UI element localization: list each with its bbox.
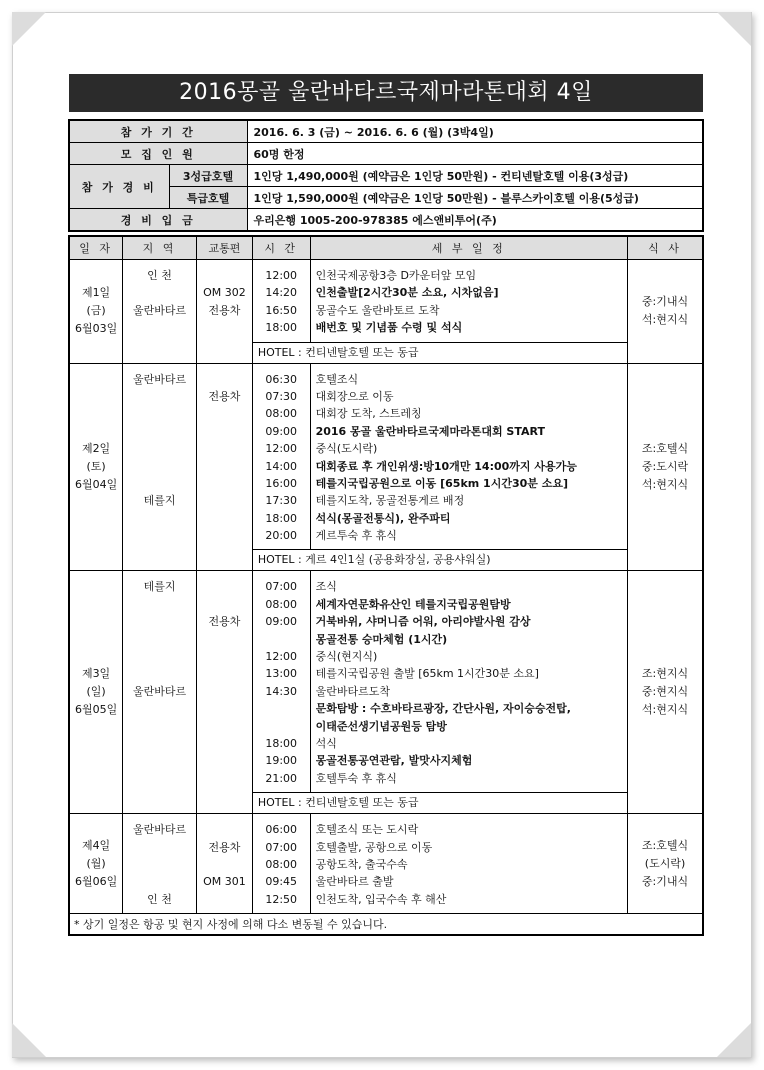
detail-line: 대회종료 후 개인위생:방10개만 14:00까지 사용가능 — [315, 459, 577, 473]
region-line: 울란바타르 — [132, 823, 187, 837]
transport-line: 전용차 — [208, 615, 241, 629]
time-cell — [252, 571, 310, 793]
corner-fold-bottom-right — [717, 1023, 751, 1057]
corner-fold-top-left — [12, 12, 46, 46]
time-line: 06:30 — [265, 372, 298, 386]
detail-line: 문화탐방 : 수흐바타르광장, 간단사원, 자이승승전탑, — [315, 702, 571, 716]
meal-line: 중:기내식 — [641, 874, 689, 888]
detail-line: 배번호 및 기념품 수령 및 석식 — [315, 321, 463, 335]
day-label-line: 6월03일 — [74, 322, 118, 336]
day-label-line: 6월06일 — [74, 874, 118, 888]
day-row — [69, 260, 703, 343]
region-line: 테를지 — [143, 494, 176, 508]
meal-cell — [628, 363, 703, 571]
time-line: 18:00 — [265, 511, 298, 525]
detail-line: 조식 — [315, 580, 337, 594]
meal-line: 조:호텔식 — [641, 838, 689, 852]
hotel5-value: 1인당 1,590,000원 (예약금은 1인당 50만원) - 블루스카이호텔 이용(5성급) — [247, 187, 703, 209]
day-label-line: (토) — [86, 460, 106, 474]
transport-cell — [196, 363, 252, 571]
region-line: 테를지 — [143, 580, 176, 594]
day-row — [69, 571, 703, 793]
time-line: 14:20 — [265, 286, 298, 300]
time-line: 08:00 — [265, 597, 298, 611]
transport-line — [197, 578, 252, 595]
day-label-line: 제1일 — [81, 286, 111, 300]
detail-line: 몽골전통 승마체험 (1시간) — [315, 632, 448, 646]
recruit-label: 모 집 인 원 — [69, 143, 247, 165]
transport-line — [197, 596, 252, 613]
detail-list — [316, 571, 627, 792]
day-label-line: 제2일 — [81, 442, 111, 456]
time-line: 16:50 — [265, 303, 298, 317]
corner-fold-top-right — [717, 12, 751, 46]
detail-line: 공항도착, 출국수속 — [315, 857, 408, 871]
meal-line: 석:현지식 — [641, 703, 689, 717]
time-line: 16:00 — [265, 476, 298, 490]
detail-line: 호텔조식 또는 도시락 — [315, 823, 419, 837]
meal-line: 조:호텔식 — [641, 442, 689, 456]
detail-line: 호텔투숙 후 휴식 — [315, 771, 397, 785]
info-row-recruit — [69, 143, 703, 165]
detail-line: 울란바타르 출발 — [315, 875, 394, 889]
region-line — [123, 475, 196, 492]
day-label — [69, 363, 123, 571]
detail-line: 대회장 도착, 스트레칭 — [315, 407, 422, 421]
detail-line: 거북바위, 샤머니즘 어워, 아리야발사원 감상 — [315, 615, 531, 629]
day-label — [69, 260, 123, 364]
transport-cell — [196, 814, 252, 914]
hotel-cell: HOTEL : 컨티넨탈호텔 또는 동급 — [252, 342, 627, 363]
hotel-cell: HOTEL : 게르 4인1실 (공용화장실, 공용샤워실) — [252, 550, 627, 571]
time-list — [253, 364, 310, 550]
time-line: 06:00 — [265, 823, 298, 837]
meal-line: 석:현지식 — [641, 478, 689, 492]
region-line: 울란바타르 — [132, 303, 187, 317]
time-line: 09:00 — [265, 615, 298, 629]
header-detail: 세 부 일 정 — [310, 236, 627, 260]
transport-list — [197, 260, 252, 324]
region-line — [123, 423, 196, 440]
day-label — [69, 571, 123, 814]
header-time: 시 간 — [252, 236, 310, 260]
corner-fold-bottom-left — [12, 1023, 46, 1057]
detail-line: 테를지국립공원으로 이동 [65km 1시간30분 소요] — [315, 476, 568, 490]
meal-line: (도시락) — [644, 856, 686, 870]
time-list — [253, 260, 310, 342]
region-line — [123, 284, 196, 301]
detail-cell — [310, 571, 627, 793]
detail-line: 호텔조식 — [315, 372, 359, 386]
hotel5-label: 특급호텔 — [169, 187, 247, 209]
time-line: 07:30 — [265, 389, 298, 403]
detail-line: 2016 몽골 울란바타르국제마라톤대회 START — [315, 424, 545, 438]
region-line: 울란바타르 — [132, 684, 187, 698]
detail-line: 이태준선생기념공원등 탐방 — [315, 719, 447, 733]
transport-line — [197, 371, 252, 388]
detail-line: 석식 — [315, 736, 337, 750]
meal-line: 석:현지식 — [641, 313, 689, 327]
page-title: 2016몽골 울란바타르국제마라톤대회 4일 — [69, 74, 703, 112]
time-line: 12:00 — [265, 269, 298, 282]
region-list — [123, 260, 196, 324]
region-line — [123, 631, 196, 648]
region-line — [123, 839, 196, 856]
transport-line — [197, 856, 252, 873]
region-line — [123, 458, 196, 475]
meal-cell — [628, 571, 703, 814]
region-line: 인 천 — [147, 892, 172, 906]
time-cell — [252, 363, 310, 550]
region-line — [123, 613, 196, 630]
transport-line: 전용차 — [208, 840, 241, 854]
time-line: 08:00 — [265, 857, 298, 871]
day-label — [69, 814, 123, 914]
time-list — [253, 814, 310, 913]
schedule-table — [68, 235, 704, 936]
detail-list — [316, 364, 627, 550]
meal-cell — [628, 260, 703, 364]
day-label-line: 제3일 — [81, 667, 111, 681]
header-transport: 교통편 — [196, 236, 252, 260]
detail-line: 호텔출발, 공항으로 이동 — [315, 840, 433, 854]
meal-line: 조:현지식 — [641, 667, 689, 681]
detail-line: 테를지도착, 몽골전통게르 배정 — [315, 494, 465, 508]
transport-line: 전용차 — [208, 389, 241, 403]
time-list — [253, 571, 310, 792]
time-line: 17:30 — [265, 494, 298, 508]
day-label-line: (월) — [86, 856, 106, 870]
day-row — [69, 814, 703, 914]
region-line — [123, 388, 196, 405]
meal-line: 중:도시락 — [641, 460, 689, 474]
period-label: 참 가 기 간 — [69, 120, 247, 143]
detail-line: 석식(몽골전통식), 완주파티 — [315, 511, 451, 525]
info-table — [68, 119, 704, 232]
detail-line: 세계자연문화유산인 테를지국립공원탐방 — [315, 597, 511, 611]
day-label-line: (금) — [86, 304, 106, 318]
hotel3-value: 1인당 1,490,000원 (예약금은 1인당 50만원) - 컨티넨탈호텔 이용(3성급) — [247, 165, 703, 187]
detail-line: 인천국제공항3층 D카운터앞 모임 — [315, 269, 477, 282]
detail-line: 중식(도시락) — [315, 442, 378, 456]
time-line: 13:00 — [265, 667, 298, 681]
time-line: 14:30 — [265, 684, 298, 698]
time-line: 12:50 — [265, 892, 298, 906]
time-line: 18:00 — [265, 736, 298, 750]
detail-line: 몽골수도 울란바토르 도착 — [315, 303, 440, 317]
region-list — [123, 571, 196, 705]
time-line: 07:00 — [265, 580, 298, 594]
region-cell — [123, 260, 197, 364]
time-line — [253, 718, 310, 735]
region-line — [123, 873, 196, 890]
info-row-hotel3 — [69, 165, 703, 187]
info-row-period — [69, 120, 703, 143]
recruit-value: 60명 한정 — [247, 143, 703, 165]
region-list — [123, 364, 196, 515]
hotel-cell: HOTEL : 컨티넨탈호텔 또는 동급 — [252, 793, 627, 814]
hotel3-label: 3성급호텔 — [169, 165, 247, 187]
footnote: * 상기 일정은 항공 및 현지 사정에 의해 다소 변동될 수 있습니다. — [69, 914, 703, 936]
region-line — [123, 856, 196, 873]
detail-cell — [310, 363, 627, 550]
region-line: 울란바타르 — [132, 372, 187, 386]
transport-line: OM 301 — [203, 875, 246, 889]
region-cell — [123, 571, 197, 814]
region-list — [123, 814, 196, 913]
footnote-row — [69, 914, 703, 936]
transport-cell — [196, 260, 252, 364]
time-line: 08:00 — [265, 407, 298, 421]
meal-line: 중:기내식 — [641, 295, 689, 309]
detail-list — [316, 814, 627, 913]
region-line — [123, 665, 196, 682]
region-line — [123, 405, 196, 422]
transport-line — [197, 267, 252, 284]
account-label: 경 비 입 금 — [69, 209, 247, 232]
account-value: 우리은행 1005-200-978385 에스앤비투어(주) — [247, 209, 703, 232]
time-line: 09:00 — [265, 424, 298, 438]
time-line: 20:00 — [265, 529, 298, 543]
day-label-line: 제4일 — [81, 838, 111, 852]
region-line — [123, 440, 196, 457]
time-line: 18:00 — [265, 321, 298, 335]
schedule-header-row — [69, 236, 703, 260]
day-label-line: 6월04일 — [74, 478, 118, 492]
detail-cell — [310, 260, 627, 343]
transport-cell — [196, 571, 252, 814]
detail-line: 테를지국립공원 출발 [65km 1시간30분 소요] — [315, 667, 539, 681]
region-line — [123, 596, 196, 613]
transport-line: 전용차 — [208, 303, 241, 317]
detail-cell — [310, 814, 627, 914]
time-line: 09:45 — [265, 875, 298, 889]
region-cell — [123, 814, 197, 914]
period-value: 2016. 6. 3 (금) ~ 2016. 6. 6 (월) (3박4일) — [247, 120, 703, 143]
time-line — [253, 631, 310, 648]
info-row-account — [69, 209, 703, 232]
detail-line: 중식(현지식) — [315, 650, 378, 664]
cost-label: 참 가 경 비 — [69, 165, 169, 209]
time-line — [253, 700, 310, 717]
time-line: 21:00 — [265, 771, 298, 785]
detail-line: 울란바타르도착 — [315, 684, 390, 698]
time-line: 12:00 — [265, 650, 298, 664]
header-meal: 식 사 — [628, 236, 703, 260]
time-line: 14:00 — [265, 459, 298, 473]
detail-line: 인천도착, 입국수속 후 해산 — [315, 892, 447, 906]
day-row — [69, 363, 703, 550]
time-line: 12:00 — [265, 442, 298, 456]
day-label-line: (일) — [86, 685, 106, 699]
header-day: 일 자 — [69, 236, 123, 260]
time-line: 19:00 — [265, 754, 298, 768]
region-line: 인 천 — [147, 269, 172, 282]
transport-list — [197, 814, 252, 896]
transport-line — [197, 821, 252, 838]
detail-line: 인천출발[2시간30분 소요, 시차없음] — [315, 286, 499, 300]
region-line — [123, 648, 196, 665]
detail-line: 게르투숙 후 휴식 — [315, 529, 397, 543]
region-cell — [123, 363, 197, 571]
schedule-body — [69, 260, 703, 914]
transport-line: OM 302 — [203, 286, 246, 300]
detail-line: 몽골전통공연관람, 발맛사지체험 — [315, 754, 473, 768]
transport-list — [197, 571, 252, 635]
meal-cell — [628, 814, 703, 914]
time-line: 07:00 — [265, 840, 298, 854]
transport-list — [197, 364, 252, 411]
day-label-line: 6월05일 — [74, 703, 118, 717]
time-cell — [252, 814, 310, 914]
detail-line: 대회장으로 이동 — [315, 389, 394, 403]
detail-list — [316, 260, 627, 342]
time-cell — [252, 260, 310, 343]
meal-line: 중:현지식 — [641, 685, 689, 699]
header-region: 지 역 — [123, 236, 197, 260]
